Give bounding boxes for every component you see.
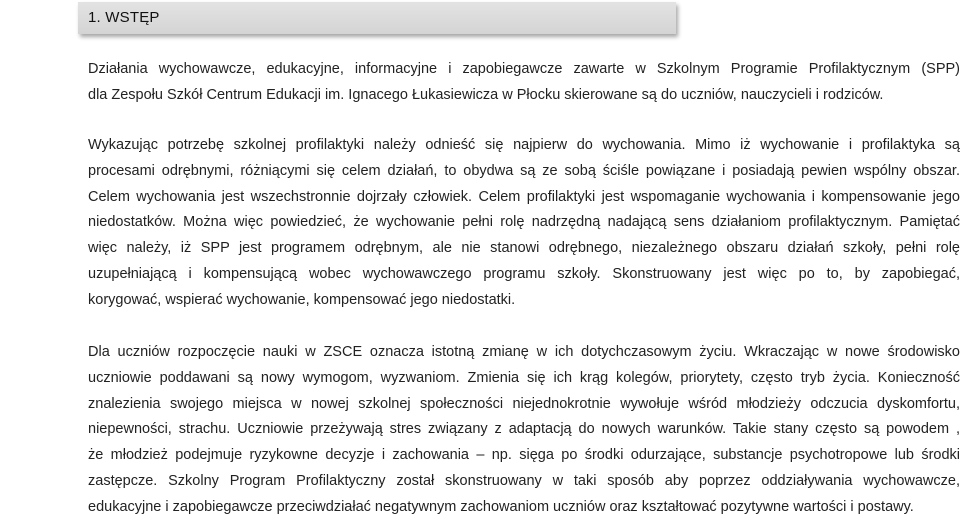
section-heading: 1. WSTĘP bbox=[88, 9, 160, 26]
paragraph-line: zastępcze. Szkolny Program Profilaktyczny został skonstruowany w taki sposób aby poprzez oddziaływania wychowawcze, bbox=[88, 472, 960, 489]
paragraph-line: znalezienia swojego miejsca w nowej szkolnej społeczności niejednokrotnie wywołuje wśród młodzieży odczucia dyskomfortu, bbox=[88, 395, 960, 412]
paragraph-line: dla Zespołu Szkół Centrum Edukacji im. Ignacego Łukasiewicza w Płocku skierowane są do uczniów, nauczycieli i rodziców. bbox=[88, 86, 884, 103]
paragraph-line: edukacyjne i zapobiegawcze przeciwdziałać negatywnym zachowaniom uczniów oraz kształtować pozytywne wartości i postawy. bbox=[88, 498, 914, 515]
paragraph-students bbox=[88, 340, 960, 521]
paragraph-line: niepewności, strachu. Uczniowie przeżywają stres związany z adaptacją do nowych warunków. Takie stany często są powodem , bbox=[88, 421, 960, 438]
paragraph-line: więc należy, iż SPP jest programem odrębnym, ale nie stanowi odrębnego, niezależnego obszaru działań szkoły, pełni rolę bbox=[88, 240, 960, 257]
section-heading-box bbox=[78, 2, 676, 34]
paragraph-line: Działania wychowawcze, edukacyjne, informacyjne i zapobiegawcze zawarte w Szkolnym Programie Profilaktycznym (SPP) bbox=[88, 61, 960, 77]
paragraph-line: korygować, wspierać wychowanie, kompensować jego niedostatki. bbox=[88, 291, 516, 308]
paragraph-line: że młodzież podejmuje ryzykowne decyzje i zachowania – np. sięga po środki odurzające, substancje psychotropowe lub środki bbox=[88, 447, 960, 464]
paragraph-line: uzupełniającą i kompensującą wobec wychowawczego programu szkoły. Skonstruowany jest więc po to, by zapobiegać, bbox=[88, 265, 960, 282]
paragraph-line: niedostatków. Można więc powiedzieć, że wychowanie pełni rolę nadrzędną nadającą sens działaniom profilaktycznym. Pamiętać bbox=[88, 214, 960, 231]
paragraph-intro bbox=[88, 57, 960, 109]
paragraph-line: procesami odrębnymi, różniącymi się celem działań, to obydwa są ze sobą ściśle powiązane i posiadają pewien wspólny obszar. bbox=[88, 162, 960, 179]
paragraph-line: uczniowie poddawani są nowy wymogom, wyzwaniom. Zmienia się ich krąg kolegów, priorytety, często tryb życia. Konieczność bbox=[88, 369, 960, 386]
paragraph-line: Celem wychowania jest wszechstronnie dojrzały człowiek. Celem profilaktyki jest wspomaganie wychowania i kompensowanie jego bbox=[88, 188, 960, 205]
paragraph-line: Wykazując potrzebę szkolnej profilaktyki należy odnieść się najpierw do wychowania. Mimo iż wychowanie i profilaktyka są bbox=[88, 137, 960, 153]
paragraph-line: Dla uczniów rozpoczęcie nauki w ZSCE oznacza istotną zmianę w ich dotychczasowym życiu. Wkraczając w nowe środowisko bbox=[88, 344, 960, 360]
paragraph-prevention bbox=[88, 133, 960, 314]
